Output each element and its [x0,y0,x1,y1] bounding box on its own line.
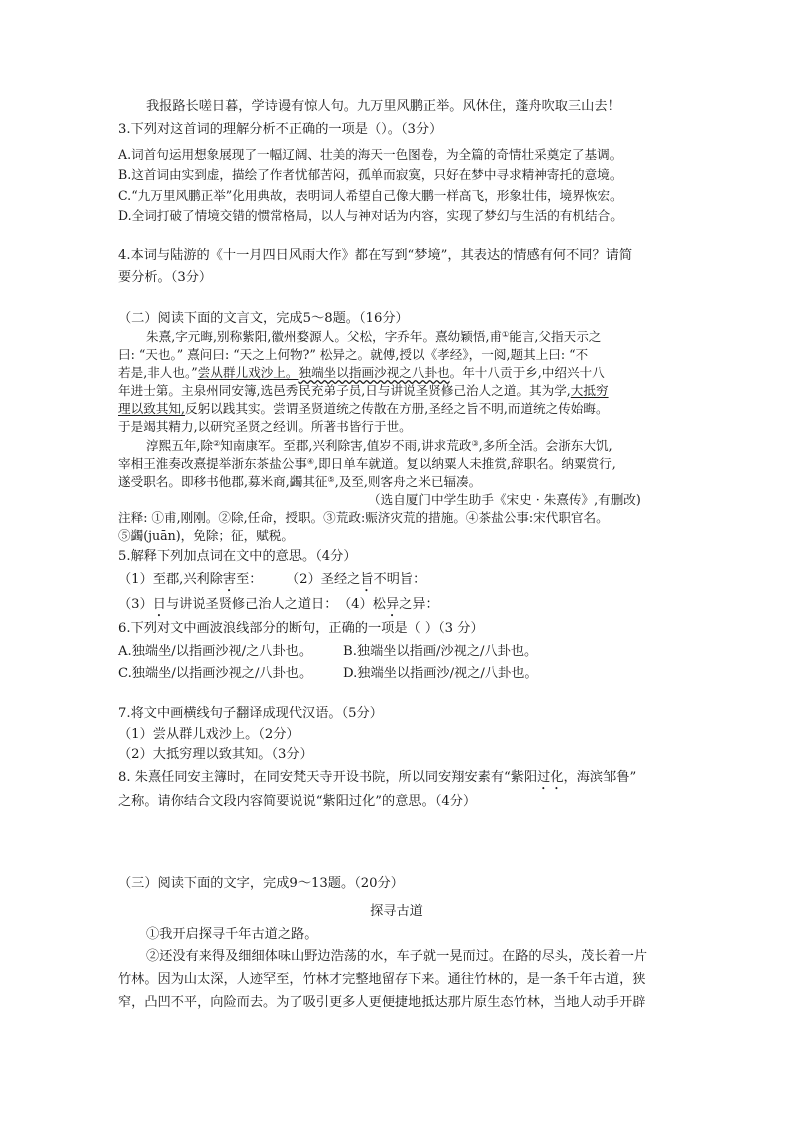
passage-line: 年进士第。主泉州同安簿,选邑秀民充弟子员,日与讲说圣贤修己治人之道。其为学,大抵穷 [118,383,609,398]
q8-line-2: 之称。请你结合文段内容简要说说“紫阳过化”的意思。（4分） [118,794,477,809]
poem-final-line: 我报路长嗟日暮，学诗谩有惊人句。九万里风鹏正举。风休住，蓬舟吹取三山去！ [146,99,621,114]
q4-line-2: 要分析。（3分） [118,270,213,285]
q7-stem: 7.将文中画横线句子翻译成现代汉语。（5分） [118,706,383,721]
article-line: ①我开启探寻千年古道之路。 [146,927,318,942]
article-title: 探寻古道 [370,904,423,919]
passage-line: 淳熙五年,除②知南康军。至郡,兴利除害,值岁不雨,讲求荒政③,多所全活。会浙东大饥, [146,438,613,453]
q3-option-c: C.“九万里风鹏正举”化用典故，表明词人希望自己像大鹏一样高飞，形象壮伟，境界恢宏。 [118,188,623,203]
notes-line-2: ⑤蠲(juān)，免除；征，赋税。 [118,528,294,543]
article-line: ②还没有来得及细细体味山野边浩荡的水，车子就一晃而过。在路的尽头，茂长着一片 [146,949,648,964]
passage-line: 曰: “天也。” 熹问曰: “天之上何物?” 松异之。就傅,授以《孝经》，一阅,题其上曰: “不 [118,347,589,362]
q6-option-c: C.独端坐/以指画沙视之/八卦也。 [118,666,313,681]
q6-stem: 6.下列对文中画波浪线部分的断句，正确的一项是（ ）（3 分） [118,621,484,636]
underlined-sentence-2-end: 理以致其知, [118,401,185,416]
passage-line: 朱熹,字元晦,别称紫阳,徽州婺源人。父松，字乔年。熹幼颖悟,甫①能言,父指天示之 [146,329,602,344]
q5-item-1: （1）至郡,兴利除害至： [118,572,263,587]
q6-option-d: D.独端坐以指画沙/视之/八卦也。 [343,666,538,681]
q5-item-4: （4）松异之异： [338,597,439,612]
section-2-heading: （二）阅读下面的文言文，完成5～8题。（16分） [118,311,409,326]
article-line: 窄，凸凹不平，向险而去。为了吸引更多人更便捷地抵达那片原生态竹林，当地人动手开辟 [118,995,646,1010]
q6-option-b: B.独端坐以指画/沙视之/八卦也。 [343,644,538,659]
q5-item-2: （2）圣经之旨不明旨： [286,572,427,587]
section-3-heading: （三）阅读下面的文字，完成9～13题。（20分） [118,876,404,891]
q5-item-3: （3）日与讲说圣贤修己治人之道日： [118,597,338,612]
q3-stem: 3.下列对这首词的理解分析不正确的一项是（）。（3分） [118,122,443,137]
q6-option-a: A.独端坐/以指画沙视/之八卦也。 [118,644,313,659]
wavy-line-phrase: 独端坐以指画沙视之八卦也 [298,365,450,380]
passage-line: 宰相王淮奏改熹提举浙东茶盐公事④,即日单车就道。复以纳粟人未推赏,辞职名。纳粟赏行, [118,456,616,471]
article-line: 竹林。因为山太深，人迹罕至，竹林才完整地留存下来。通往竹林的，是一条千年古道，狭 [118,972,646,987]
underlined-sentence-1: 尝从群儿戏沙上。 [197,365,299,380]
q5-stem: 5.解释下列加点词在文中的意思。（4分） [118,549,357,564]
q4-line-1: 4.本词与陆游的《十一月四日风雨大作》都在写到“梦境”，其表达的情感有何不同？请简 [118,248,632,263]
q3-option-d: D.全词打破了情境交错的惯常格局，以人与神对话为内容，实现了梦幻与生活的有机结合。 [118,208,623,223]
passage-line: 理以致其知,反躬以践其实。尝谓圣贤道统之传散在方册,圣经之旨不明,而道统之传始晦。 [118,401,609,416]
passage-line: 于是竭其精力,以研究圣贤之经训。所著书皆行于世。 [118,419,412,434]
q7-item-1: （1）尝从群儿戏沙上。（2分） [118,727,300,742]
underlined-sentence-2-start: 大抵穷 [570,383,609,398]
passage-line: 遂受职名。即移书他郡,募米商,蠲其征⑤,及至,则客舟之米已辐凑。 [118,474,482,489]
q8-line-1: 8. 朱熹任同安主簿时，在同安梵天寺开设书院，所以同安翔安素有“紫阳过化，海滨邹鲁” [118,770,637,785]
passage-source: （选自厦门中学生助手《宋史 · 朱熹传》,有删改) [368,492,641,507]
q3-option-b: B.这首词由实到虚，描绘了作者忧郁苦闷，孤单而寂寞，只好在梦中寻求精神寄托的意境。 [118,167,623,182]
q7-item-2: （2）大抵穷理以致其知。（3分） [118,747,313,762]
passage-line: 若是,非人也。”尝从群儿戏沙上。独端坐以指画沙视之八卦也。年十八贡于乡,中绍兴十八 [118,365,605,380]
q3-option-a: A.词首句运用想象展现了一幅辽阔、壮美的海天一色图卷，为全篇的奇情壮采奠定了基调。 [118,147,623,162]
notes-line-1: 注释: ①甫,刚刚。②除,任命，授职。③荒政:赈济灾荒的措施。④茶盐公事:宋代职官名。 [118,510,609,525]
